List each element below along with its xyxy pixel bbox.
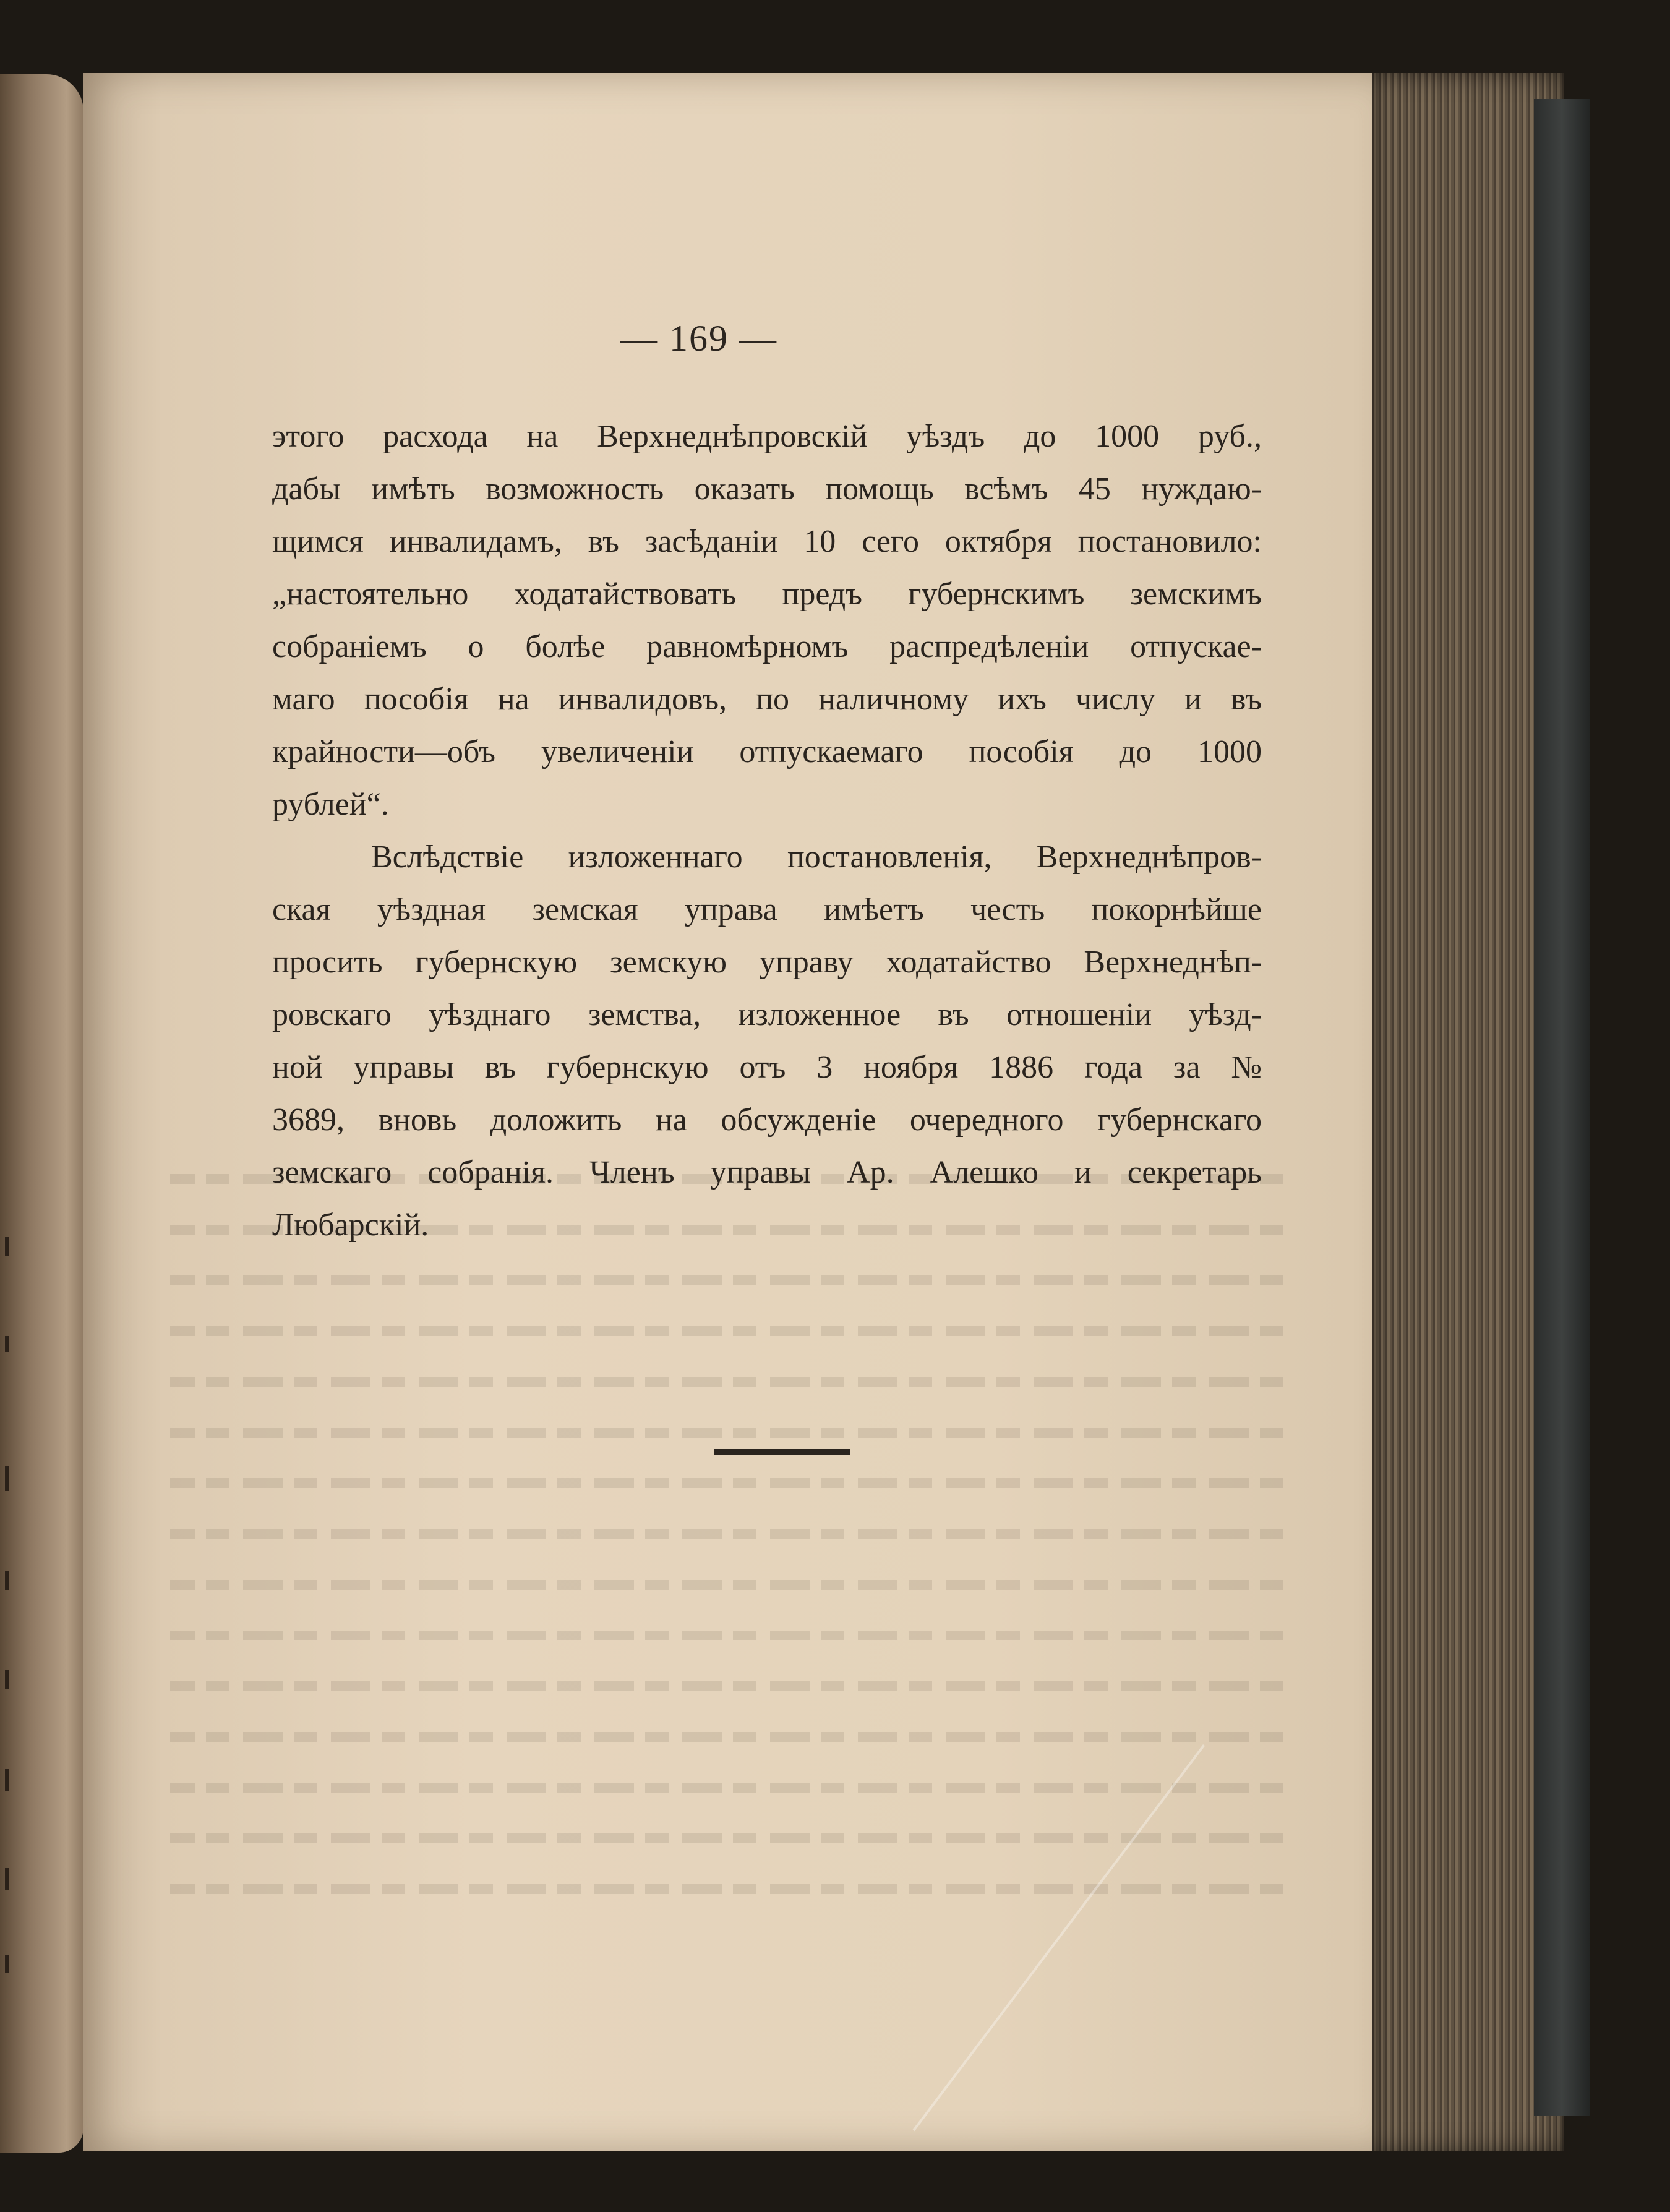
text-line: ская уѣздная земская управа имѣетъ честь покорнѣйше xyxy=(272,892,1262,927)
text-line: земскаго собранія. Членъ управы Ар. Алешко и секретарь xyxy=(272,1155,1262,1190)
text-line: рублей“. xyxy=(272,787,389,822)
text-line: 3689, вновь доложить на обсужденіе очередного губернскаго xyxy=(272,1102,1262,1138)
paragraph xyxy=(272,831,1262,1251)
margin-mark xyxy=(5,1237,9,1256)
book-page xyxy=(84,73,1382,2151)
text-line: Вслѣдствіе изложеннаго постановленія, Верхнеднѣпров- xyxy=(371,839,1262,875)
margin-mark xyxy=(5,1466,9,1491)
text-line: крайности—объ увеличеніи отпускаемаго пособія до 1000 xyxy=(272,734,1262,769)
bleed-through-text xyxy=(170,1174,1283,1978)
text-line: щимся инвалидамъ, въ засѣданіи 10 сего октября постановило: xyxy=(272,524,1262,559)
previous-page-edge xyxy=(0,74,84,2153)
text-line: Любарскій. xyxy=(272,1207,429,1243)
text-line: „настоятельно ходатайствовать предъ губернскимъ земскимъ xyxy=(272,577,1262,612)
paragraph xyxy=(272,410,1262,831)
end-rule xyxy=(714,1449,850,1455)
book-cover-edge xyxy=(1534,99,1590,2116)
text-line: ной управы въ губернскую отъ 3 ноября 1886 года за № xyxy=(272,1050,1262,1085)
text-line: ровскаго уѣзднаго земства, изложенное въ отношеніи уѣзд- xyxy=(272,997,1262,1032)
text-line: собраніемъ о болѣе равномѣрномъ распредѣленіи отпускае- xyxy=(272,629,1262,664)
margin-mark xyxy=(5,1670,9,1689)
margin-mark xyxy=(5,1769,9,1791)
text-line: маго пособія на инвалидовъ, по наличному ихъ числу и въ xyxy=(272,682,1262,717)
margin-mark xyxy=(5,1868,9,1890)
text-line: просить губернскую земскую управу ходатайство Верхнеднѣп- xyxy=(272,945,1262,980)
margin-mark xyxy=(5,1955,9,1973)
text-line: этого расхода на Верхнеднѣпровскій уѣздъ до 1000 руб., xyxy=(272,419,1262,454)
margin-mark xyxy=(5,1336,9,1352)
page-number: — 169 — xyxy=(620,318,777,359)
body-text xyxy=(272,410,1262,1251)
text-line: дабы имѣть возможность оказать помощь всѣмъ 45 нуждаю- xyxy=(272,471,1262,507)
margin-mark xyxy=(5,1571,9,1590)
